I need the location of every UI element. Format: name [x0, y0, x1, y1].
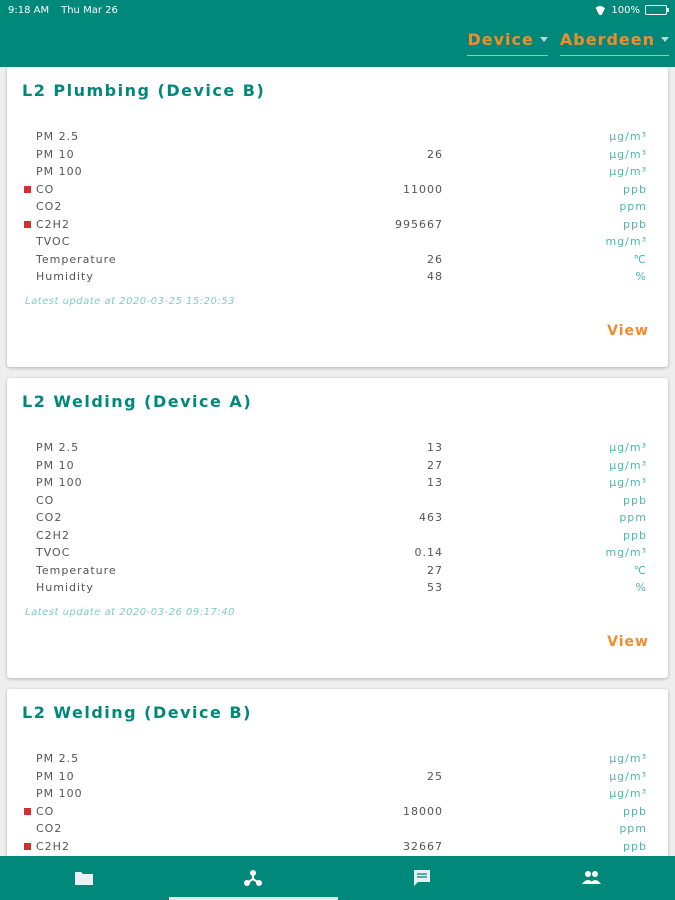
status-time: 9:18 AM — [8, 4, 50, 16]
reading-unit: µg/m³ — [609, 165, 647, 178]
device-selector-label: Device — [467, 30, 534, 49]
reading-name: PM 2.5 — [36, 130, 80, 143]
reading-row — [7, 269, 668, 287]
reading-unit: ℃ — [633, 252, 647, 266]
reading-unit: µg/m³ — [609, 130, 647, 143]
chevron-down-icon — [661, 37, 669, 42]
reading-name: Temperature — [36, 252, 117, 266]
reading-row — [7, 821, 668, 839]
reading-name: PM 100 — [36, 787, 83, 800]
reading-unit: mg/m³ — [605, 235, 647, 248]
reading-unit: ppb — [623, 493, 647, 507]
reading-row — [7, 493, 668, 511]
reading-value: 32667 — [403, 839, 443, 853]
reading-row — [7, 458, 668, 476]
reading-unit: µg/m³ — [609, 458, 647, 472]
reading-row — [7, 217, 668, 235]
reading-unit: ppb — [623, 528, 647, 542]
reading-name: Temperature — [36, 563, 117, 577]
reading-unit: ppb — [623, 804, 647, 818]
device-card-title: L2 Welding (Device A) — [22, 392, 253, 411]
tab-network[interactable] — [169, 856, 338, 900]
reading-row — [7, 580, 668, 598]
reading-row — [7, 234, 668, 252]
reading-unit: ppb — [623, 839, 647, 853]
alert-indicator-icon — [24, 843, 31, 850]
reading-row — [7, 147, 668, 165]
reading-row — [7, 839, 668, 857]
reading-value: 48 — [427, 270, 443, 283]
view-button[interactable]: View — [607, 634, 649, 650]
reading-unit: µg/m³ — [609, 787, 647, 800]
reading-row — [7, 440, 668, 458]
reading-value: 25 — [427, 769, 443, 783]
reading-value: 27 — [427, 563, 443, 577]
reading-unit: µg/m³ — [609, 752, 647, 765]
reading-row — [7, 563, 668, 581]
reading-value: 463 — [419, 511, 443, 524]
reading-row — [7, 475, 668, 493]
reading-name: C2H2 — [36, 839, 70, 853]
bottom-navigation — [0, 856, 675, 900]
reading-row — [7, 252, 668, 270]
device-card — [7, 689, 668, 856]
reading-name: CO — [36, 182, 55, 196]
reading-unit: % — [635, 270, 647, 283]
tab-folder[interactable] — [0, 856, 169, 900]
reading-row — [7, 751, 668, 769]
reading-name: CO2 — [36, 200, 63, 213]
device-card — [7, 67, 668, 367]
status-date: Thu Mar 26 — [61, 4, 118, 16]
reading-value: 0.14 — [414, 546, 443, 559]
reading-unit: µg/m³ — [609, 476, 647, 489]
reading-row — [7, 769, 668, 787]
tab-people[interactable] — [506, 856, 675, 900]
reading-name: TVOC — [36, 235, 71, 248]
status-bar — [0, 0, 675, 20]
location-selector-label: Aberdeen — [559, 30, 655, 49]
reading-value: 26 — [427, 147, 443, 161]
reading-row — [7, 510, 668, 528]
device-card-title: L2 Plumbing (Device B) — [22, 81, 266, 100]
tab-messages[interactable] — [338, 856, 507, 900]
reading-unit: µg/m³ — [609, 769, 647, 783]
reading-unit: mg/m³ — [605, 546, 647, 559]
reading-name: PM 100 — [36, 165, 83, 178]
reading-row — [7, 129, 668, 147]
reading-name: CO2 — [36, 822, 63, 835]
alert-indicator-icon — [24, 808, 31, 815]
reading-name: CO2 — [36, 511, 63, 524]
message-icon — [412, 869, 432, 887]
reading-unit: ppm — [619, 822, 647, 835]
reading-name: PM 2.5 — [36, 752, 80, 765]
reading-unit: ℃ — [633, 563, 647, 577]
reading-value: 13 — [427, 476, 443, 489]
app-bar — [0, 20, 675, 67]
people-icon — [580, 869, 602, 887]
reading-name: PM 10 — [36, 769, 75, 783]
reading-unit: % — [635, 581, 647, 594]
reading-name: C2H2 — [36, 528, 70, 542]
device-card — [7, 378, 668, 678]
readings-list — [7, 129, 668, 287]
reading-name: PM 10 — [36, 147, 75, 161]
reading-name: TVOC — [36, 546, 71, 559]
reading-unit: ppb — [623, 217, 647, 231]
alert-indicator-icon — [24, 186, 31, 193]
battery-icon — [645, 5, 667, 15]
reading-unit: µg/m³ — [609, 147, 647, 161]
reading-value: 995667 — [395, 217, 443, 231]
network-icon — [243, 869, 263, 887]
reading-name: PM 2.5 — [36, 441, 80, 454]
reading-unit: ppm — [619, 511, 647, 524]
device-list[interactable] — [0, 67, 675, 856]
reading-value: 11000 — [403, 182, 443, 196]
reading-value: 27 — [427, 458, 443, 472]
reading-unit: ppb — [623, 182, 647, 196]
last-updated: Latest update at 2020-03-25 15:20:53 — [25, 296, 235, 307]
reading-value: 13 — [427, 441, 443, 454]
reading-unit: ppm — [619, 200, 647, 213]
readings-list — [7, 440, 668, 598]
reading-value: 18000 — [403, 804, 443, 818]
reading-name: PM 100 — [36, 476, 83, 489]
reading-row — [7, 545, 668, 563]
reading-unit: µg/m³ — [609, 441, 647, 454]
reading-name: CO — [36, 493, 55, 507]
reading-row — [7, 199, 668, 217]
device-selector[interactable] — [467, 30, 547, 56]
reading-row — [7, 786, 668, 804]
location-selector[interactable] — [560, 30, 669, 56]
reading-name: C2H2 — [36, 217, 70, 231]
device-card-title: L2 Welding (Device B) — [22, 703, 252, 722]
reading-name: Humidity — [36, 270, 94, 283]
last-updated: Latest update at 2020-03-26 09:17:40 — [25, 607, 235, 618]
reading-name: PM 10 — [36, 458, 75, 472]
wifi-icon — [594, 6, 606, 15]
battery-percent: 100% — [611, 4, 640, 16]
chevron-down-icon — [540, 37, 548, 42]
reading-row — [7, 182, 668, 200]
reading-name: Humidity — [36, 581, 94, 594]
folder-icon — [74, 869, 94, 887]
reading-row — [7, 804, 668, 822]
reading-row — [7, 528, 668, 546]
readings-list — [7, 751, 668, 856]
reading-name: CO — [36, 804, 55, 818]
view-button[interactable]: View — [607, 323, 649, 339]
reading-value: 26 — [427, 252, 443, 266]
alert-indicator-icon — [24, 221, 31, 228]
reading-row — [7, 164, 668, 182]
reading-value: 53 — [427, 581, 443, 594]
